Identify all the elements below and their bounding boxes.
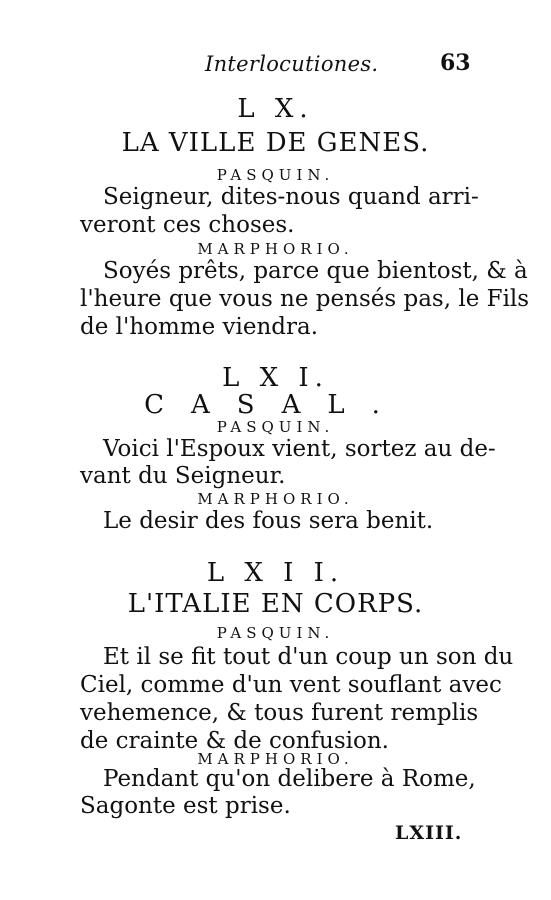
- speaker-label: PASQUIN.: [216, 166, 335, 184]
- dialogue-line: de l'homme viendra.: [80, 314, 319, 340]
- section-numeral: L X I I.: [206, 558, 345, 588]
- running-title: Interlocutiones.: [205, 52, 379, 76]
- dialogue-line: Sagonte est prise.: [80, 793, 291, 819]
- dialogue-line: Pendant qu'on delibere à Rome,: [103, 766, 476, 792]
- section-numeral: L X.: [237, 94, 314, 124]
- dialogue-line: Seigneur, dites-nous quand arri-: [103, 184, 479, 210]
- page-number: 63: [440, 50, 471, 76]
- speaker-label: MARPHORIO.: [197, 490, 354, 508]
- catchword: LXIII.: [395, 822, 463, 844]
- dialogue-line: Soyés prêts, parce que bientost, & à: [103, 258, 528, 284]
- speaker-label: MARPHORIO.: [197, 750, 354, 768]
- dialogue-line: vehemence, & tous furent remplis: [80, 700, 479, 726]
- dialogue-line: Ciel, comme d'un vent souflant avec: [80, 672, 502, 698]
- speaker-label: PASQUIN.: [216, 418, 335, 436]
- section-place-title: CASAL.: [144, 390, 407, 420]
- section-place-title: L'ITALIE EN CORPS.: [127, 589, 424, 619]
- section-numeral: L X I.: [222, 363, 329, 393]
- speaker-label: MARPHORIO.: [197, 240, 354, 258]
- dialogue-line: veront ces choses.: [80, 212, 295, 238]
- dialogue-line: Voici l'Espoux vient, sortez au de-: [103, 436, 496, 462]
- speaker-label: PASQUIN.: [216, 624, 335, 642]
- section-place-title: LA VILLE DE GENES.: [121, 128, 430, 158]
- dialogue-line: vant du Seigneur.: [80, 463, 286, 489]
- dialogue-line: l'heure que vous ne pensés pas, le Fils: [80, 286, 530, 312]
- dialogue-line: Le desir des fous sera benit.: [103, 508, 434, 534]
- dialogue-line: de crainte & de confusion.: [80, 728, 389, 754]
- dialogue-line: Et il se fit tout d'un coup un son du: [103, 644, 514, 670]
